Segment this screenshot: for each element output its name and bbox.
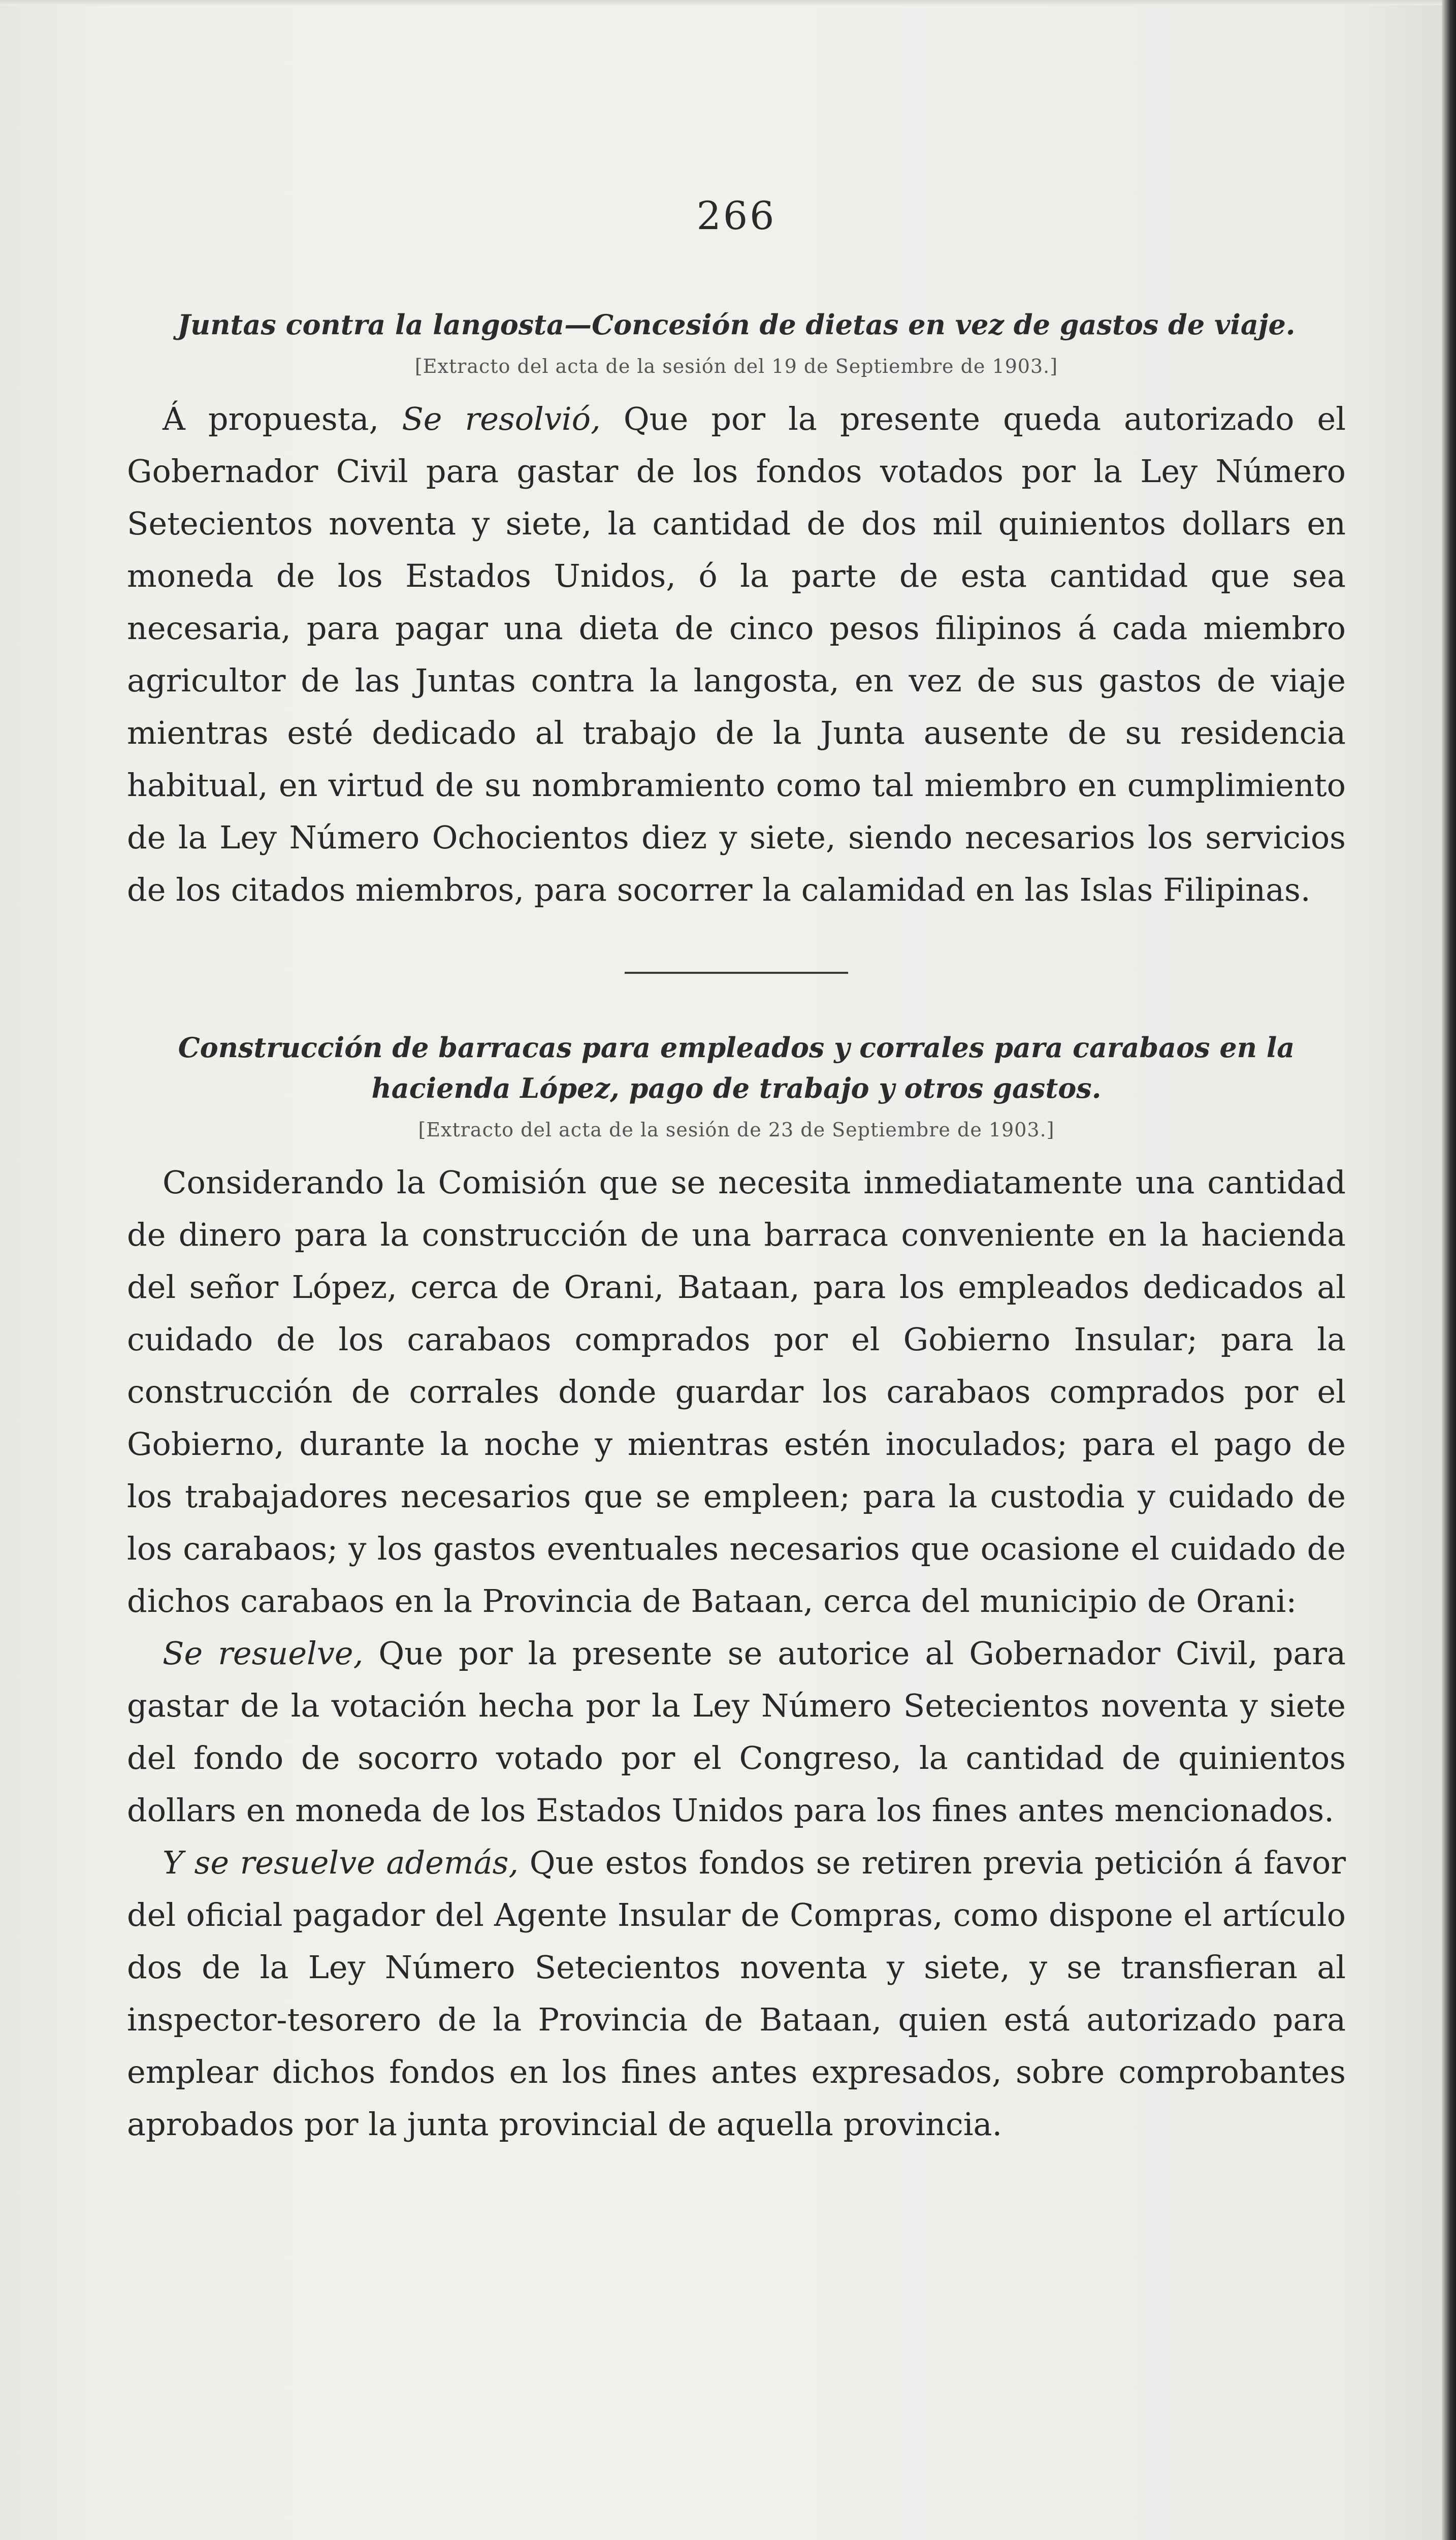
paragraph-text: Que por la presente queda autorizado el Gobernador Civil para gastar de los fondos votados por la Ley Número Setecientos noventa y siete, la cantidad de dos mil quinientos dollars en moneda de los Estados Unidos, ó la parte de esta cantidad que sea necesaria, para pagar una dieta de cinco pesos filipinos á cada miembro agricultor de las Juntas contra la langosta, en vez de sus gastos de viaje mientras esté dedicado al trabajo de la Junta ausente de su residencia habitual, en virtud de su nombramiento como tal miembro en cumplimiento de la Ley Número Ochocientos diez y siete, siendo necesarios los servicios de los citados miembros, para socorrer la calamidad en las Islas Filipinas. bbox=[127, 400, 1346, 908]
section-locust-boards bbox=[127, 304, 1346, 916]
section-carabao-barracks bbox=[127, 1027, 1346, 2150]
minutes-extract-note: [Extracto del acta de la sesión del 19 de Septiembre de 1903.] bbox=[414, 355, 1058, 377]
considering-paragraph bbox=[127, 1156, 1346, 1627]
resolution-paragraph bbox=[127, 1627, 1346, 1836]
paragraph-text: Que por la presente se autorice al Gobernador Civil, para gastar de la votación hecha por la Ley Número Setecientos noventa y siete del fondo de socorro votado por el Congreso, la cantidad de quinientos dollars en moneda de los Estados Unidos para los fines antes mencionados. bbox=[127, 1635, 1346, 1829]
minutes-extract-note: [Extracto del acta de la sesión de 23 de Septiembre de 1903.] bbox=[418, 1119, 1055, 1141]
paragraph-lead-italic: Y se resuelve además, bbox=[163, 1844, 519, 1881]
paragraph-text: Considerando la Comisión que se necesita inmediatamente una cantidad de dinero para la construcción de una barraca conveniente en la hacienda del señor López, cerca de Orani, Bataan, para los empleados dedicados al cuidado de los carabaos comprados por el Gobierno Insular; para la construcción de corrales donde guardar los carabaos comprados por el Gobierno, durante la noche y mientras estén inoculados; para el pago de los trabajadores necesarios que se empleen; para la custodia y cuidado de los carabaos; y los gastos eventuales necesarios que ocasione el cuidado de dichos carabaos en la Provincia de Bataan, cerca del municipio de Orani: bbox=[127, 1164, 1346, 1620]
page-number: 266 bbox=[696, 193, 776, 238]
section-title-line-2: hacienda López, pago de trabajo y otros gastos. bbox=[371, 1072, 1102, 1104]
paragraph-text: Que estos fondos se retiren previa petición á favor del oficial pagador del Agente Insular de Compras, como dispone el artículo dos de la Ley Número Setecientos noventa y siete, y se transfieran al inspector-tesorero de la Provincia de Bataan, quien está autorizado para emplear dichos fondos en los fines antes expresados, sobre comprobantes aprobados por la junta provincial de aquella provincia. bbox=[127, 1844, 1346, 2143]
page-top-edge bbox=[0, 0, 1456, 5]
page-content bbox=[127, 193, 1346, 2150]
section-title-line-1: Construcción de barracas para empleados y corrales para carabaos en la bbox=[178, 1031, 1295, 1064]
section-title bbox=[127, 1027, 1346, 1108]
section-divider bbox=[625, 972, 848, 974]
resolution-paragraph bbox=[127, 393, 1346, 916]
book-spine-shadow bbox=[1442, 0, 1456, 2540]
paragraph-lead: Á propuesta, bbox=[163, 400, 402, 437]
paragraph-lead-italic: Se resolvió, bbox=[402, 400, 601, 437]
paragraph-lead-italic: Se resuelve, bbox=[163, 1635, 364, 1672]
section-title: Juntas contra la langosta—Concesión de dietas en vez de gastos de viaje. bbox=[177, 308, 1296, 341]
further-resolution-paragraph bbox=[127, 1836, 1346, 2150]
